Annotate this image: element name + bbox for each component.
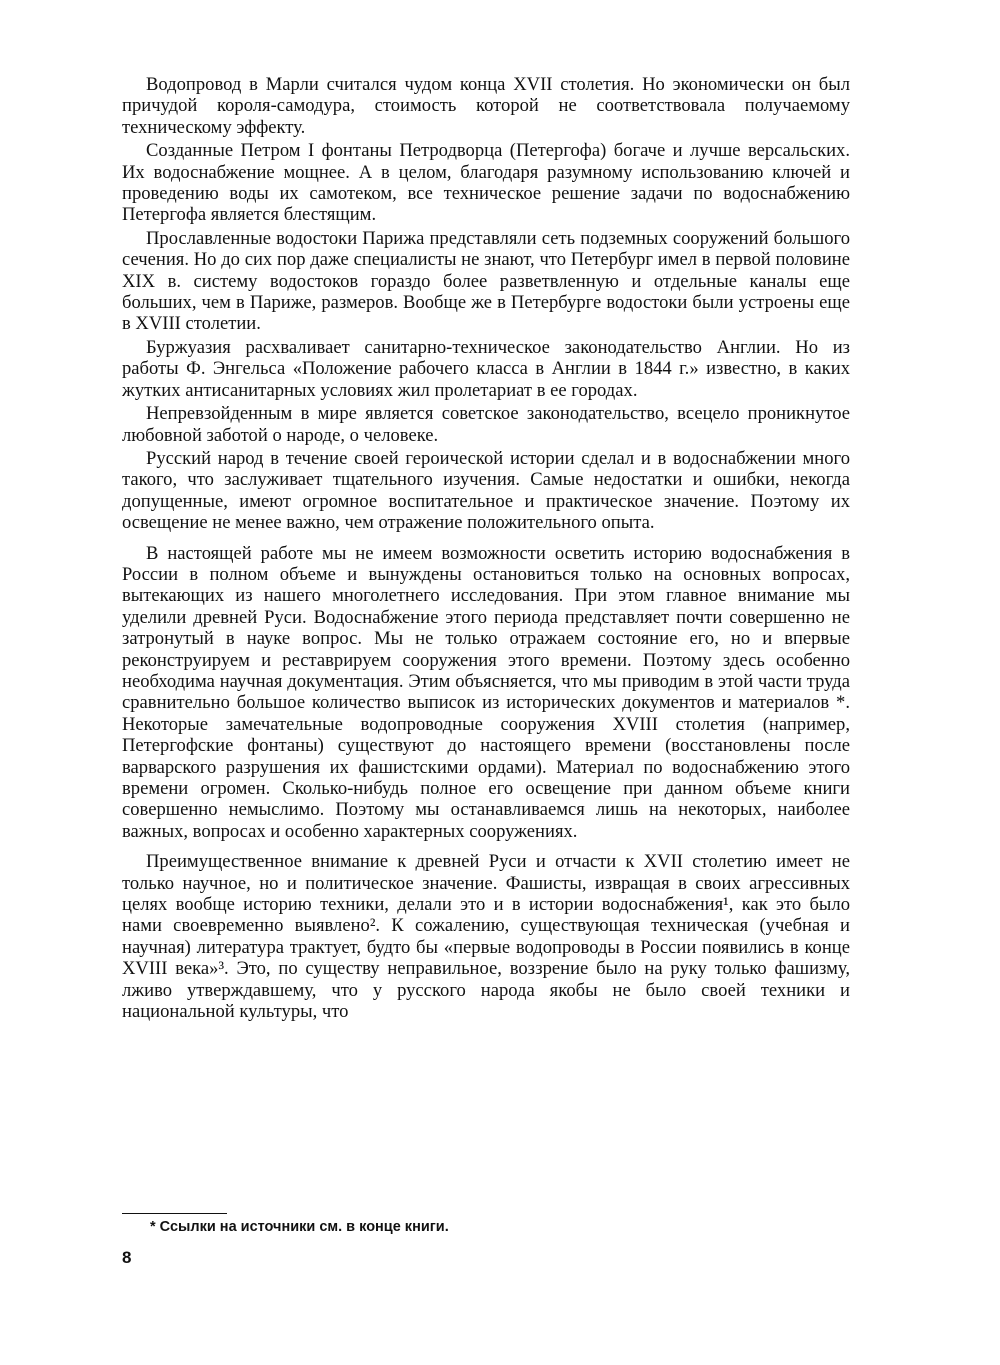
paragraph-ancient-rus: Преимущественное внимание к древней Руси и отчасти к XVII столетию имеет не только научное, но и политическое значение. Фашисты, извращая в своих агрессивных целях вообще историю техники, делали это и в истории водоснабжения¹, как это было нами своевременно выявлено². К сожалению, существующая техническая (учебная и научная) литература трактует, будто бы «первые водопроводы в России появились в конце XVIII века»³. Это, по существу неправильное, воззрение было на руку только фашизму, лживо утверждавшему, что у русского народа якобы не было своей техники и национальной культуры, что xyxy=(122,851,850,1023)
paragraph-marly: Водопровод в Марли считался чудом конца XVII столетия. Но экономически он был причудой короля-самодура, стоимость которой не соответствовала получаемому техническому эффекту. xyxy=(122,74,850,138)
paragraph-petergof: Созданные Петром I фонтаны Петродворца (Петергофа) богаче и лучше версальских. Их водоснабжение мощнее. А в целом, благодаря разумному использованию ключей и проведению воды их самотеком, все техническое решение задачи по водоснабжению Петергофа является блестящим. xyxy=(122,140,850,226)
footnote: * Ссылки на источники см. в конце книги. xyxy=(150,1219,449,1235)
paragraph-england: Буржуазия расхваливает санитарно-техническое законодательство Англии. Но из работы Ф. Энгельса «Положение рабочего класса в Англии в 1844 г.» известно, в каких жутких антисанитарных условиях жил пролетариат в ее городах. xyxy=(122,336,850,401)
paragraph-soviet-law: Непревзойденным в мире является советское законодательство, всецело проникнутое любовной заботой о народе, о человеке. xyxy=(122,403,850,446)
page-number: 8 xyxy=(122,1248,132,1267)
footnote-divider xyxy=(122,1213,227,1214)
paragraph-paris-drains: Прославленные водостоки Парижа представляли сеть подземных сооружений большого сечения. Но до сих пор даже специалисты не знают, что Петербург имел в первой половине XIX в. систему водостоков гораздо более разветвленную и отдельные каналы еще больших, чем в Париже, размеров. Вообще же в Петербурге водостоки были устроены еще в XVIII столетии. xyxy=(122,227,850,335)
paragraph-russian-people: Русский народ в течение своей героической истории сделал и в водоснабжении много такого, что заслуживает тщательного изучения. Самые недостатки и ошибки, некогда допущенные, имеют огромное воспитательное и практическое значение. Поэтому их освещение не менее важно, чем отражение положительного опыта. xyxy=(122,447,850,534)
paragraph-present-work: В настоящей работе мы не имеем возможности осветить историю водоснабжения в России в полном объеме и вынуждены остановиться только на основных вопросах, вытекающих из нашего многолетнего исследования. При этом главное внимание мы уделили древней Руси. Водоснабжение этого периода представляет почти совершенно не затронутый в науке вопрос. Мы не только отражаем состояние его, но и впервые реконструируем и реставрируем сооружения этого времени. Поэтому здесь особенно необходима научная документация. Этим объясняется, что мы приводим в этой части труда сравнительно большое количество выписок из исторических документов и материалов *. Некоторые замечательные водопроводные сооружения XVIII столетия (например, Петергофские фонтаны) существуют до настоящего времени (восстановлены после варварского разрушения их фашистскими ордами). Материал по водоснабжению этого времени огромен. Сколько-нибудь полное его освещение при данном объеме книги совершенно немыслимо. Поэтому мы останавливаемся лишь на некоторых, наиболее важных, вопросах и особенно характерных сооружениях. xyxy=(122,542,850,842)
page-body xyxy=(122,74,850,1024)
